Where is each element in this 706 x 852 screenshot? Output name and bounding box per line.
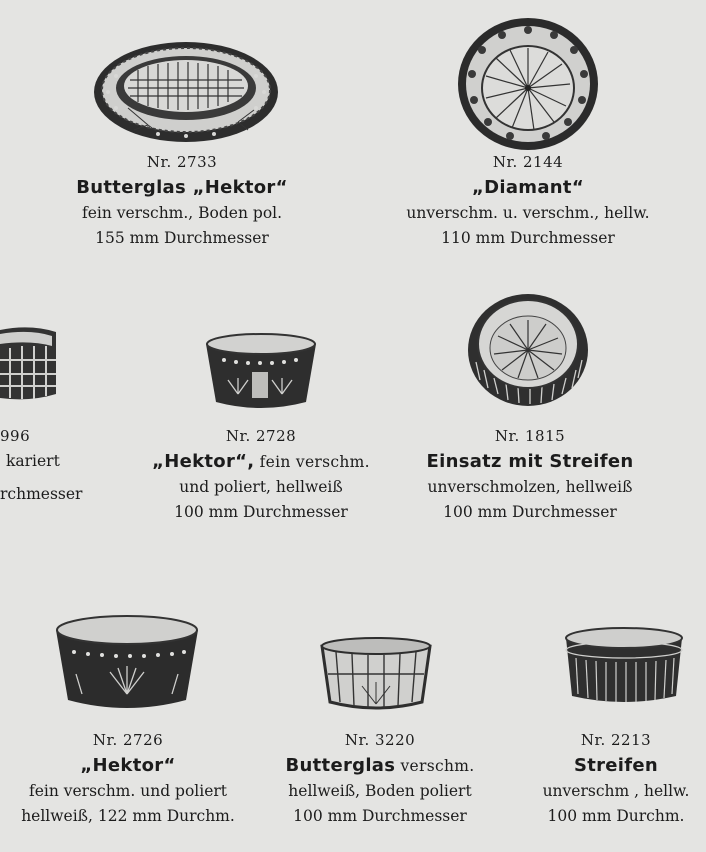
item-number: Nr. 3220 — [344, 731, 416, 749]
item-diameter: 100 mm Durchm. — [547, 807, 685, 825]
glass-2733-illustration — [88, 30, 284, 148]
caption-3220 — [270, 728, 490, 829]
item-number: Nr. 2728 — [225, 427, 297, 445]
item-diameter: 100 mm Durchmesser — [443, 503, 617, 521]
caption-2726 — [6, 728, 250, 829]
glass-1815-illustration — [466, 292, 590, 408]
item-title: Butterglas verschm. — [285, 755, 475, 776]
caption-2733 — [62, 150, 302, 251]
glass-2728-illustration — [202, 332, 320, 412]
glass-2144-illustration — [456, 14, 600, 152]
glass-3220-illustration — [318, 634, 434, 714]
caption-2728 — [136, 424, 386, 525]
glass-2213-illustration — [562, 624, 686, 708]
item-number: Nr. 2144 — [492, 153, 564, 171]
item-title: Streifen — [573, 755, 659, 776]
item-diameter: 155 mm Durchmesser — [95, 229, 269, 247]
item-number: Nr. 2733 — [146, 153, 218, 171]
item-title: „Diamant“ — [472, 177, 584, 198]
item-number: Nr. 2213 — [580, 731, 652, 749]
item-number: Nr. 1815 — [494, 427, 566, 445]
item-description: und poliert, hellweiß — [179, 478, 343, 496]
item-description: unverschm. u. verschm., hellw. — [406, 204, 650, 222]
caption-2144 — [400, 150, 656, 251]
glass-996-illustration — [0, 324, 58, 404]
item-number: Nr. 2726 — [92, 731, 164, 749]
item-diameter: 110 mm Durchmesser — [441, 229, 615, 247]
item-description: hellweiß, Boden poliert — [288, 782, 472, 800]
item-title: „Hektor“, fein verschm. — [152, 451, 370, 472]
item-description: kariert — [6, 452, 60, 470]
item-diameter: 100 mm Durchmesser — [174, 503, 348, 521]
item-title: Butterglas „Hektor“ — [76, 177, 288, 198]
item-diameter: hellweiß, 122 mm Durchm. — [21, 807, 235, 825]
item-title: „Hektor“ — [80, 755, 176, 776]
caption-1815 — [402, 424, 658, 525]
item-number: 996 — [0, 427, 31, 445]
caption-996 — [0, 424, 82, 507]
item-description: unverschm , hellw. — [542, 782, 690, 800]
item-description: fein verschm. und poliert — [28, 782, 228, 800]
item-description: unverschmolzen, hellweiß — [427, 478, 633, 496]
glass-2726-illustration — [52, 612, 202, 716]
item-diameter: rchmesser — [0, 485, 83, 503]
caption-2213 — [528, 728, 704, 829]
item-title: Einsatz mit Streifen — [426, 451, 634, 472]
item-diameter: 100 mm Durchmesser — [293, 807, 467, 825]
item-description: fein verschm., Boden pol. — [81, 204, 283, 222]
